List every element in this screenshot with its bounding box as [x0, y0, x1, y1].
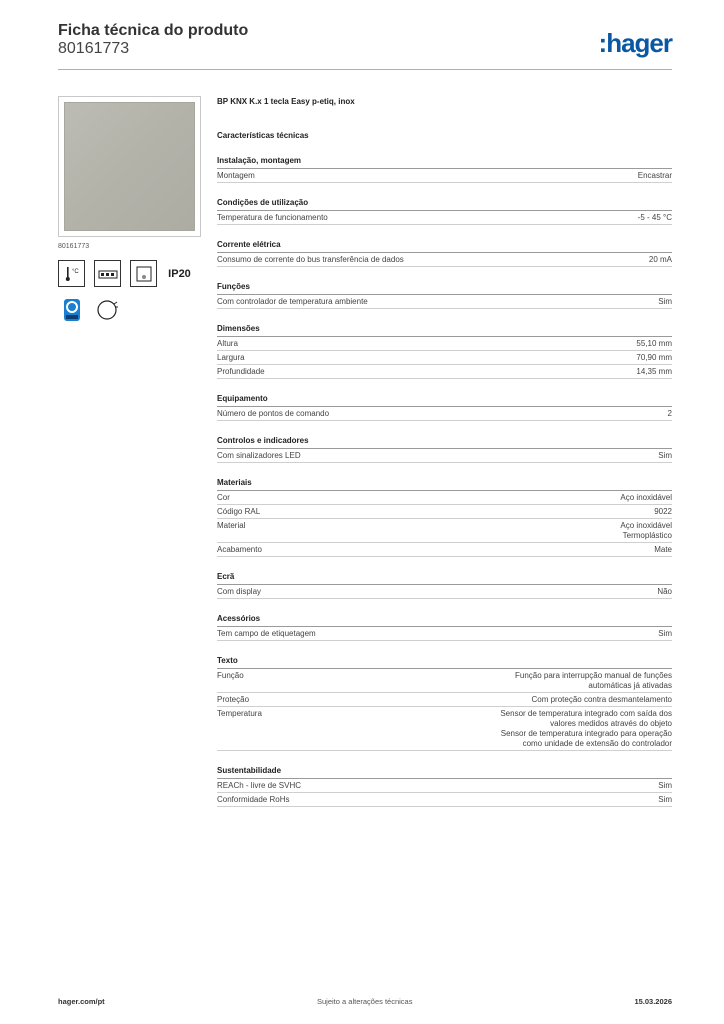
spec-label: Com sinalizadores LED	[217, 451, 301, 460]
spec-group	[217, 766, 672, 807]
spec-label: Material	[217, 521, 246, 530]
spec-row	[217, 693, 672, 707]
spec-row	[217, 627, 672, 641]
spec-group	[217, 324, 672, 379]
page-header	[58, 22, 672, 70]
spec-group	[217, 572, 672, 599]
spec-label: Altura	[217, 339, 238, 348]
product-name: BP KNX K.x 1 tecla Easy p-etiq, inox	[217, 97, 355, 106]
spec-group	[217, 198, 672, 225]
spec-label: Largura	[217, 353, 245, 362]
spec-group	[217, 478, 672, 557]
spec-value: Não	[657, 587, 672, 596]
thermometer-celsius-icon	[58, 260, 85, 287]
tamper-protection-icon	[94, 296, 121, 323]
product-image	[58, 96, 201, 237]
spec-group-title: Texto	[217, 656, 672, 669]
spec-value: Aço inoxidável	[620, 493, 672, 502]
spec-value: Sim	[658, 795, 672, 804]
easy-badge-icon	[58, 296, 85, 323]
spec-group-title: Acessórios	[217, 614, 672, 627]
spec-group	[217, 240, 672, 267]
technical-characteristics-title: Características técnicas	[217, 131, 309, 140]
spec-value: Sim	[658, 297, 672, 306]
page-title: Ficha técnica do produto	[58, 22, 249, 39]
svg-text:°C: °C	[71, 268, 79, 275]
spec-row	[217, 365, 672, 379]
spec-group	[217, 436, 672, 463]
footer-website-link[interactable]: hager.com/pt	[58, 997, 105, 1006]
spec-value: 2	[667, 409, 672, 418]
product-code: 80161773	[58, 40, 130, 57]
spec-group-title: Equipamento	[217, 394, 672, 407]
spec-value: Encastrar	[637, 171, 672, 180]
spec-value: -5 - 45 °C	[637, 213, 672, 222]
spec-row	[217, 295, 672, 309]
spec-row	[217, 505, 672, 519]
spec-value: Função para interrupção manual de funções automáticas já ativadas	[515, 671, 672, 690]
knx-bus-module-icon	[94, 260, 121, 287]
spec-label: Temperatura	[217, 709, 262, 718]
spec-value: Com proteção contra desmantelamento	[531, 695, 672, 704]
footer-disclaimer: Sujeito a alterações técnicas	[317, 997, 413, 1006]
footer-date: 15.03.2026	[634, 997, 672, 1006]
spec-row	[217, 707, 672, 751]
spec-label: Função	[217, 671, 244, 680]
spec-label: Temperatura de funcionamento	[217, 213, 328, 222]
hager-logo[interactable]: :hager	[598, 28, 672, 58]
spec-row	[217, 543, 672, 557]
spec-label: Conformidade RoHs	[217, 795, 290, 804]
spec-value: Sim	[658, 781, 672, 790]
spec-value: Sim	[658, 629, 672, 638]
ip-rating: IP20	[168, 267, 191, 280]
spec-groups	[217, 156, 672, 807]
image-caption: 80161773	[58, 243, 90, 250]
spec-group	[217, 156, 672, 183]
spec-label: Tem campo de etiquetagem	[217, 629, 316, 638]
spec-label: Acabamento	[217, 545, 262, 554]
spec-value: 14,35 mm	[636, 367, 672, 376]
ip20-label	[166, 260, 193, 287]
spec-group-title: Ecrã	[217, 572, 672, 585]
spec-group-title: Condições de utilização	[217, 198, 672, 211]
spec-row	[217, 407, 672, 421]
spec-row	[217, 337, 672, 351]
spec-value: Aço inoxidável Termoplástico	[620, 521, 672, 540]
product-visual-column	[58, 96, 201, 323]
spec-row	[217, 449, 672, 463]
spec-group-title: Controlos e indicadores	[217, 436, 672, 449]
spec-row	[217, 351, 672, 365]
spec-row	[217, 779, 672, 793]
spec-value: 9022	[654, 507, 672, 516]
spec-row	[217, 211, 672, 225]
spec-group	[217, 656, 672, 751]
spec-label: REACh - livre de SVHC	[217, 781, 302, 790]
header-divider	[58, 69, 672, 70]
spec-row	[217, 519, 672, 543]
spec-group-title: Dimensões	[217, 324, 672, 337]
spec-row	[217, 253, 672, 267]
spec-group	[217, 614, 672, 641]
spec-label: Montagem	[217, 171, 255, 180]
spec-group-title: Materiais	[217, 478, 672, 491]
spec-value: Mate	[654, 545, 672, 554]
spec-label: Código RAL	[217, 507, 261, 516]
spec-group	[217, 394, 672, 421]
flush-mount-icon	[130, 260, 157, 287]
certification-icons-row-1	[58, 260, 201, 287]
spec-label: Profundidade	[217, 367, 265, 376]
spec-group-title: Funções	[217, 282, 672, 295]
spec-row	[217, 669, 672, 693]
spec-group	[217, 282, 672, 309]
spec-value: 20 mA	[648, 255, 672, 264]
spec-value: 55,10 mm	[636, 339, 672, 348]
spec-label: Cor	[217, 493, 230, 502]
spec-value: Sensor de temperatura integrado com saída dos valores medidos através do objeto Sensor de temperatura integrado para operação como unidade de extensão do controlador	[500, 709, 672, 748]
spec-row	[217, 585, 672, 599]
spec-label: Número de pontos de comando	[217, 409, 330, 418]
push-button-plate	[64, 102, 195, 231]
spec-group-title: Sustentabilidade	[217, 766, 672, 779]
spec-label: Consumo de corrente do bus transferência de dados	[217, 255, 404, 264]
spec-label: Com controlador de temperatura ambiente	[217, 297, 368, 306]
spec-label: Com display	[217, 587, 262, 596]
spec-group-title: Corrente elétrica	[217, 240, 672, 253]
spec-row	[217, 169, 672, 183]
spec-row	[217, 793, 672, 807]
certification-icons-row-2	[58, 296, 201, 323]
spec-row	[217, 491, 672, 505]
spec-label: Proteção	[217, 695, 250, 704]
spec-value: 70,90 mm	[636, 353, 672, 362]
spec-group-title: Instalação, montagem	[217, 156, 672, 169]
spec-value: Sim	[658, 451, 672, 460]
specification-column	[217, 96, 672, 807]
